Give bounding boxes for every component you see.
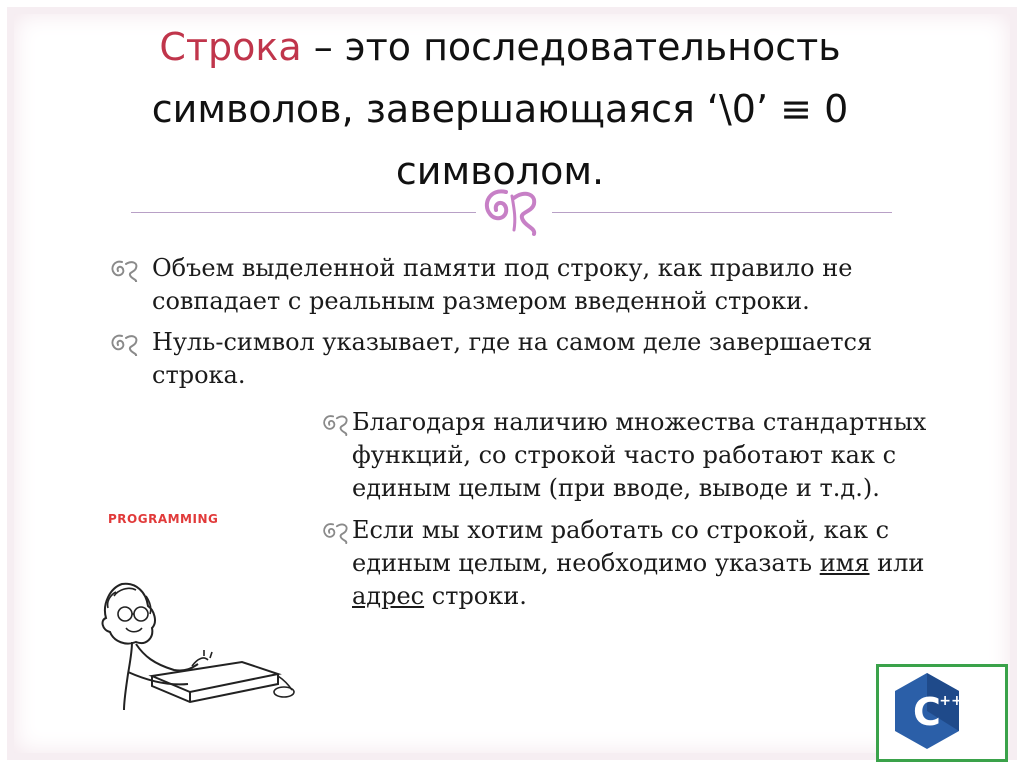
curl-bullet-icon (320, 516, 350, 544)
curl-bullet-icon (320, 408, 350, 436)
cpp-logo-plus: ++ (939, 693, 963, 709)
cartoon-label: PROGRAMMING (108, 512, 219, 526)
bullet-list-secondary (320, 406, 970, 622)
bullet-text-part: строки. (424, 582, 527, 610)
curl-bullet-icon (108, 254, 140, 282)
cpp-hexagon-icon (879, 667, 1005, 759)
bullet-text: Нуль-символ указывает, где на самом деле завершается строка. (152, 328, 873, 389)
bullet-item (108, 252, 948, 318)
bullet-text-part: Если мы хотим работать со строкой, как с единым целым, необходимо указать (352, 516, 890, 577)
bullet-list (108, 252, 948, 400)
cpp-logo (876, 664, 1008, 762)
divider-line-left (131, 212, 476, 213)
title-rest: – это последовательность символов, завершающаяся ‘\0’ ≡ 0 символом. (151, 25, 849, 193)
bullet-item (108, 326, 948, 392)
underlined-term-address: адрес (352, 582, 425, 610)
slide-title (120, 16, 880, 202)
divider-line-right (552, 212, 892, 213)
bullet-text: Объем выделенной памяти под строку, как правило не совпадает с реальным размером введенной строки. (152, 254, 853, 315)
underlined-term-name: имя (819, 549, 870, 577)
cpp-logo-letter: C (913, 690, 941, 734)
curl-bullet-icon (108, 328, 140, 356)
programmer-cartoon-illustration (92, 496, 297, 711)
bullet-item (320, 406, 970, 505)
bullet-text: Благодаря наличию множества стандартных функций, со строкой часто работают как с единым целым (при вводе, выводе и т.д.). (352, 408, 927, 502)
title-highlight: Строка (159, 25, 302, 69)
bullet-item (320, 514, 970, 613)
flourish-ornament-icon (476, 178, 552, 238)
bullet-text-part: или (869, 549, 925, 577)
